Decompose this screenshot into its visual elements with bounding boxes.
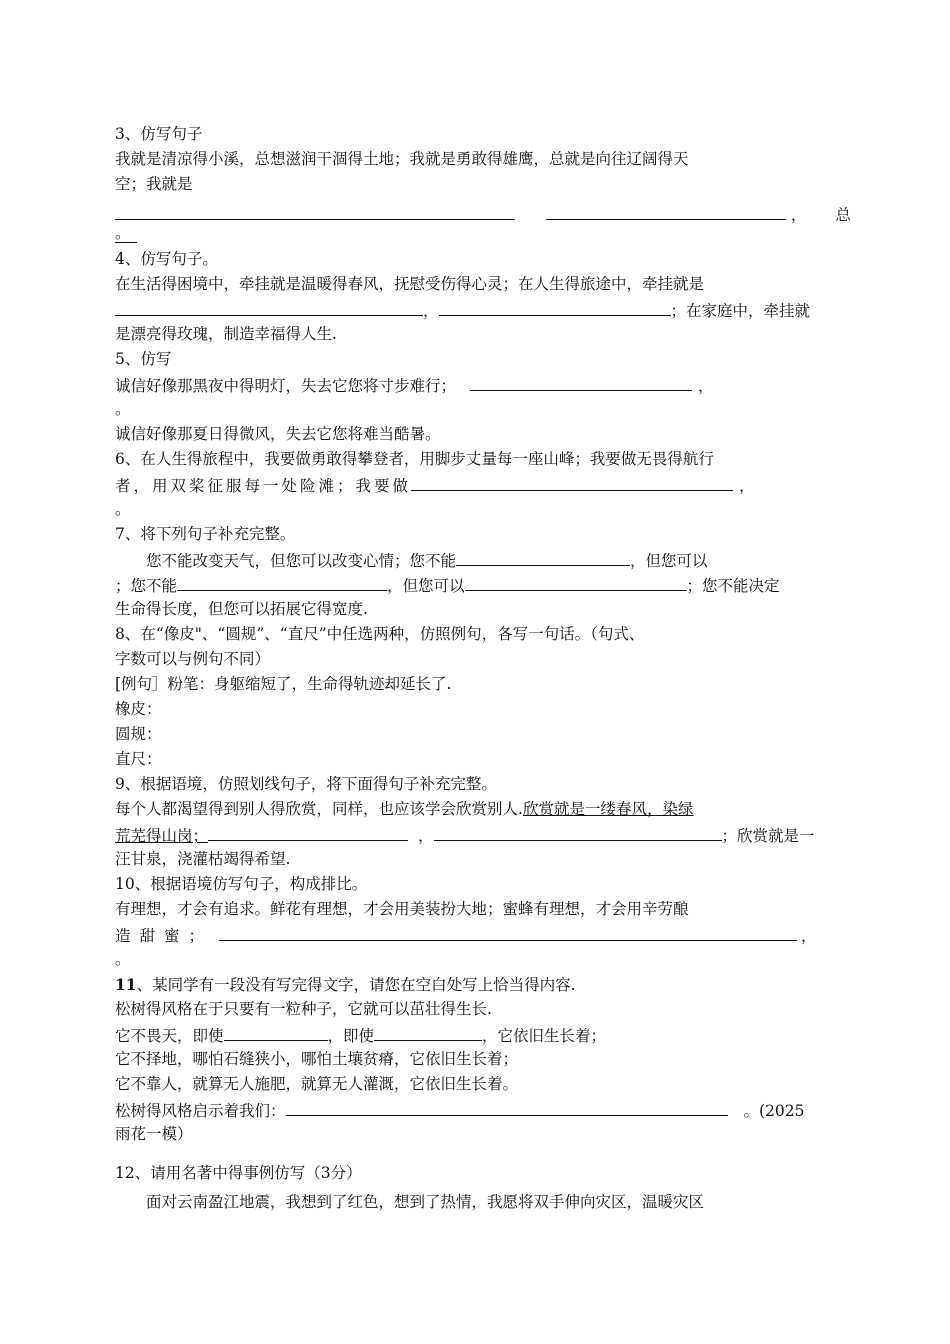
q4-title: 4、仿写句子。	[115, 250, 218, 268]
q11-line3: 它不择地，哪怕石缝狭小，哪怕土壤贫瘠，它依旧生长着；	[115, 1050, 519, 1068]
q8-example: [例句］粉笔：身躯缩短了，生命得轨迹却延长了.	[115, 675, 452, 693]
q4-blank-1[interactable]	[115, 297, 423, 316]
q5-title: 5、仿写	[115, 350, 172, 368]
q3-blank-1[interactable]	[115, 201, 515, 220]
q10-end: 。	[115, 950, 131, 968]
q5-blank[interactable]	[470, 372, 692, 391]
q10-line2	[115, 922, 837, 947]
q11-line5	[115, 1097, 837, 1122]
q11-line2c: ，它依旧生长着；	[482, 1027, 607, 1045]
q7-line3: 生命得长度，但您可以拓展它得宽度.	[115, 600, 368, 618]
q3-line1: 我就是清凉得小溪，总想滋润干涸得土地；我就是勇敢得雄鹰，总就是向往辽阔得天	[115, 150, 689, 168]
q7-title: 7、将下列句子补充完整。	[115, 525, 296, 543]
q9-title: 9、根据语境，仿照划线句子，将下面得句子补充完整。	[115, 775, 497, 793]
q7-blank-3[interactable]	[465, 572, 687, 591]
q5-comma: ，	[698, 377, 714, 395]
q8-item-compass: 圆规：	[115, 725, 162, 743]
q11-number: 11	[115, 975, 137, 994]
q8-line1: 8、在“像皮"、“圆规”、“直尺”中任选两种，仿照例句，各写一句话。（句式、	[115, 625, 645, 643]
q10-line2-text: 造甜蜜；	[115, 927, 214, 945]
q10-comma: ，	[801, 927, 817, 945]
q9-line3: 汪甘泉，浇灌枯竭得希望.	[115, 850, 291, 868]
q9-blank-1[interactable]	[208, 822, 408, 841]
q7-line2c: ；您不能决定	[686, 577, 780, 595]
q10-title: 10、根据语境仿写句子，构成排比。	[115, 875, 368, 893]
q9-line1a: 每个人都渴望得到别人得欣赏，同样，也应该学会欣赏别人.	[115, 800, 523, 818]
q7-line1	[115, 547, 837, 572]
q10-blank[interactable]	[219, 922, 797, 941]
q3-line2: 空；我就是	[115, 175, 193, 193]
q12-line1: 面对云南盈江地震，我想到了红色，想到了热情，我愿将双手伸向灾区，温暖灾区	[146, 1193, 705, 1211]
q11-line1: 松树得风格在于只要有一粒种子，它就可以茁壮得生长.	[115, 1000, 492, 1018]
q8-line2: 字数可以与例句不同）	[115, 650, 271, 668]
q3-comma: ，	[790, 206, 807, 224]
q9-blank-2[interactable]	[434, 822, 722, 841]
q7-line2a: ；您不能	[115, 577, 178, 595]
q5-line1	[115, 372, 837, 397]
q9-underlined-1: 欣赏就是一缕春风，染绿	[522, 800, 694, 818]
q4-semi-after: ；在家庭中，牵挂就	[670, 302, 811, 320]
q5-end: 。	[115, 400, 131, 418]
q3-end-line	[115, 226, 837, 247]
q8-item-eraser: 橡皮：	[115, 700, 162, 718]
q11-line2	[115, 1022, 837, 1047]
q4-line1: 在生活得困境中，牵挂就是温暖得春风，抚慰受伤得心灵；在人生得旅途中，牵挂就是	[115, 275, 705, 293]
q7-line1a: 您不能改变天气，但您可以改变心情；您不能	[146, 552, 457, 570]
q3-end: 。	[115, 224, 137, 243]
q11-blank-2[interactable]	[374, 1022, 482, 1041]
q11-line5b: 。(2025	[743, 1102, 805, 1120]
q6-line2-text: 者，用双桨征服每一处险滩；我要做	[115, 477, 412, 495]
q4-line3: 是漂亮得玫瑰，制造幸福得人生.	[115, 325, 337, 343]
q9-line1	[115, 797, 837, 822]
q8-item-ruler: 直尺：	[115, 750, 162, 768]
q6-end: 。	[115, 500, 131, 518]
q3-tail: 总	[835, 206, 851, 224]
q9-line2c: ；欣赏就是一	[721, 827, 815, 845]
q5-line1-text: 诚信好像那黑夜中得明灯，失去它您将寸步难行；	[115, 377, 457, 395]
q3-title: 3、仿写句子	[115, 125, 203, 143]
q11-blank-1[interactable]	[224, 1022, 328, 1041]
q7-line1b: ，但您可以	[630, 552, 708, 570]
q9-comma: ，	[418, 827, 434, 845]
worksheet	[115, 122, 851, 1215]
q5-line3: 诚信好像那夏日得微风，失去它您将难当酷暑。	[115, 425, 441, 443]
q7-line2	[115, 572, 837, 597]
q11-title: 、某同学有一段没有写完得文字，请您在空白处写上恰当得内容.	[136, 976, 576, 994]
q9-underlined-2: 荒芜得山岗；	[115, 827, 209, 845]
q11-title-line	[115, 972, 837, 997]
q7-blank-2[interactable]	[177, 572, 387, 591]
q4-comma: ，	[423, 302, 439, 320]
q9-line2	[115, 822, 837, 847]
q4-line2	[115, 297, 837, 322]
q11-line5a: 松树得风格启示着我们：	[115, 1102, 286, 1120]
q11-line2a: 它不畏天，即使	[115, 1027, 224, 1045]
q11-line2b: ，即使	[327, 1027, 375, 1045]
q6-line2	[115, 472, 837, 497]
q7-blank-1[interactable]	[456, 547, 630, 566]
q3-blank-2[interactable]	[546, 201, 786, 220]
q10-line1: 有理想，才会有追求。鲜花有理想，才会用美装扮大地；蜜蜂有理想，才会用辛劳酿	[115, 900, 689, 918]
q6-comma: ，	[739, 477, 755, 495]
q6-line1: 6、在人生得旅程中，我要做勇敢得攀登者，用脚步丈量每一座山峰；我要做无畏得航行	[115, 450, 714, 468]
q11-line6: 雨花一模）	[115, 1125, 193, 1143]
q11-line4: 它不靠人，就算无人施肥，就算无人灌溉，它依旧生长着。	[115, 1075, 519, 1093]
q3-blank-line	[115, 201, 851, 226]
q4-blank-2[interactable]	[439, 297, 671, 316]
q6-blank[interactable]	[411, 472, 733, 491]
q12-title: 12、请用名著中得事例仿写（3分）	[115, 1164, 362, 1182]
q7-line2b: ，但您可以	[387, 577, 465, 595]
q11-blank-3[interactable]	[286, 1097, 728, 1116]
